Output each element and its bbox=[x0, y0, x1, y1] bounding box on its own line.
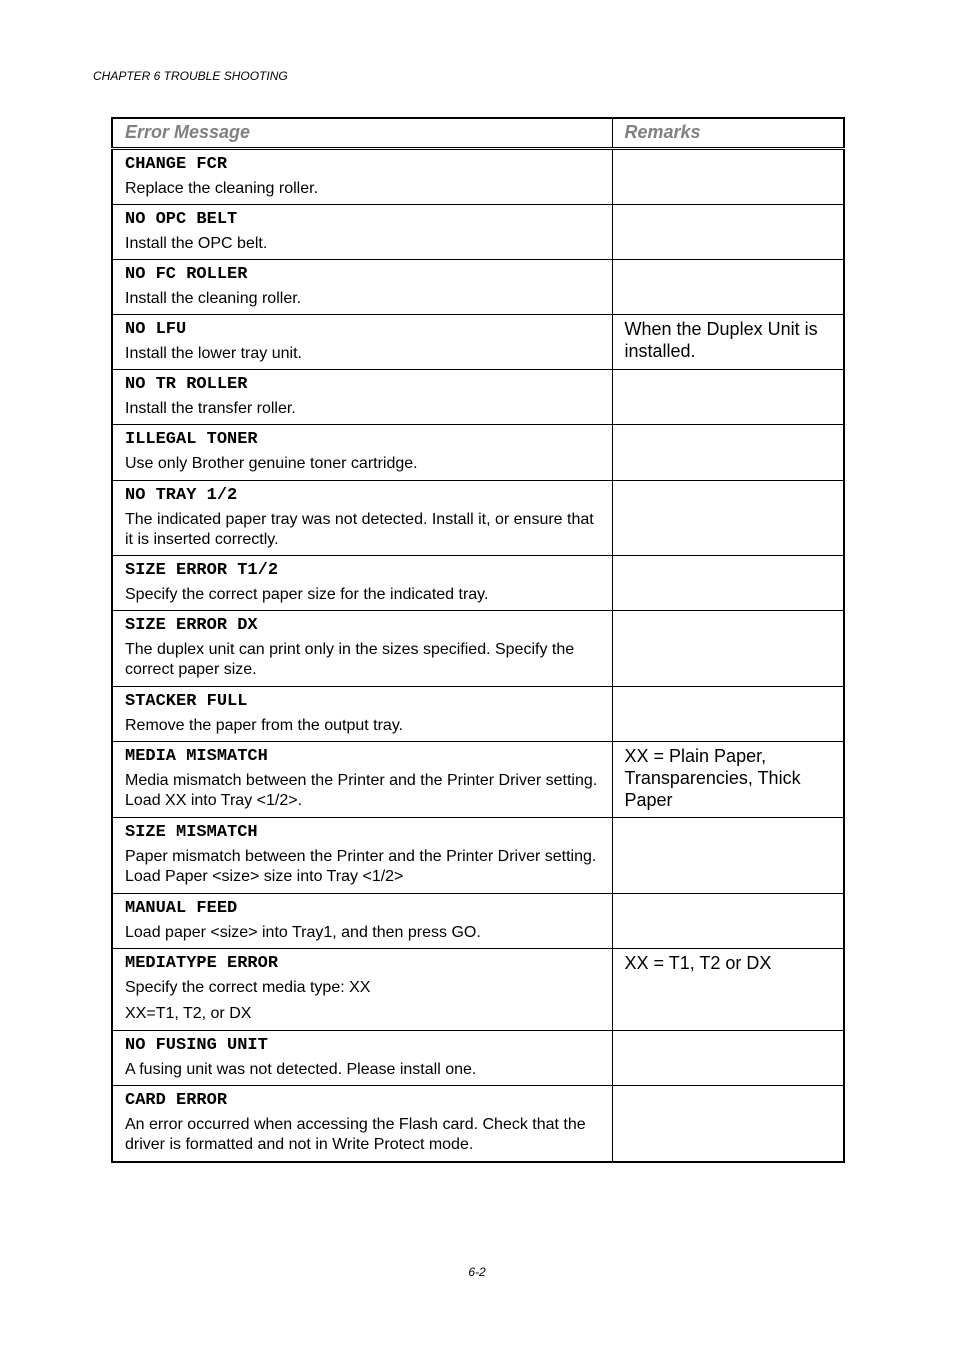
remarks-cell bbox=[612, 204, 844, 259]
error-message-cell bbox=[112, 424, 612, 480]
table-row bbox=[112, 480, 844, 555]
error-message-cell bbox=[112, 893, 612, 948]
table-row bbox=[112, 1030, 844, 1085]
remarks-cell bbox=[612, 741, 844, 817]
error-code: NO TRAY 1/2 bbox=[125, 485, 238, 505]
remarks-cell bbox=[612, 369, 844, 424]
error-description: Load paper <size> into Tray1, and then press GO. bbox=[125, 923, 481, 941]
table-row bbox=[112, 424, 844, 480]
page-number: 6-2 bbox=[468, 1265, 486, 1279]
error-description: Install the lower tray unit. bbox=[125, 344, 302, 362]
error-message-cell bbox=[112, 686, 612, 741]
error-code: NO LFU bbox=[125, 319, 187, 339]
error-description: Remove the paper from the output tray. bbox=[125, 716, 404, 734]
column-header-error-message: Error Message bbox=[112, 118, 612, 148]
remarks-cell bbox=[612, 480, 844, 555]
remarks-cell bbox=[612, 817, 844, 893]
remarks-cell bbox=[612, 948, 844, 1030]
error-message-cell bbox=[112, 610, 612, 686]
error-message-cell bbox=[112, 1030, 612, 1085]
error-code: CARD ERROR bbox=[125, 1090, 228, 1110]
error-message-cell bbox=[112, 741, 612, 817]
error-code: NO FC ROLLER bbox=[125, 264, 248, 284]
table-row bbox=[112, 259, 844, 314]
error-description: Media mismatch between the Printer and the Printer Driver setting. Load XX into Tray <1/2>. bbox=[125, 771, 598, 809]
error-message-cell bbox=[112, 369, 612, 424]
error-code: NO OPC BELT bbox=[125, 209, 238, 229]
error-code: SIZE ERROR DX bbox=[125, 615, 258, 635]
error-code: SIZE MISMATCH bbox=[125, 822, 258, 842]
error-message-cell bbox=[112, 817, 612, 893]
remarks-cell bbox=[612, 610, 844, 686]
error-code: CHANGE FCR bbox=[125, 154, 228, 174]
table-body bbox=[112, 148, 844, 1162]
remarks-cell bbox=[612, 555, 844, 610]
error-code: NO FUSING UNIT bbox=[125, 1035, 268, 1055]
error-message-cell bbox=[112, 1085, 612, 1162]
remarks-cell bbox=[612, 259, 844, 314]
table-row bbox=[112, 686, 844, 741]
error-description: XX=T1, T2, or DX bbox=[125, 1004, 252, 1022]
table-header-row bbox=[112, 118, 844, 148]
error-description: Paper mismatch between the Printer and the Printer Driver setting. Load Paper <size> size into Tray <1/2> bbox=[125, 847, 597, 885]
error-description: Replace the cleaning roller. bbox=[125, 179, 319, 197]
error-code: ILLEGAL TONER bbox=[125, 429, 258, 449]
remarks-cell bbox=[612, 893, 844, 948]
table-row bbox=[112, 314, 844, 369]
error-message-cell bbox=[112, 480, 612, 555]
error-description: Use only Brother genuine toner cartridge. bbox=[125, 454, 418, 472]
table-row bbox=[112, 741, 844, 817]
remark-text: XX = T1, T2 or DX bbox=[624, 952, 772, 973]
table-row bbox=[112, 204, 844, 259]
remark-text: XX = Plain Paper, Transparencies, Thick Paper bbox=[624, 745, 801, 810]
table-row bbox=[112, 610, 844, 686]
error-description: Install the transfer roller. bbox=[125, 399, 296, 417]
error-code: MEDIA MISMATCH bbox=[125, 746, 268, 766]
error-description: An error occurred when accessing the Flash card. Check that the driver is formatted and not in Write Protect mode. bbox=[125, 1115, 586, 1153]
remarks-cell bbox=[612, 148, 844, 204]
remarks-cell bbox=[612, 1030, 844, 1085]
remarks-cell bbox=[612, 314, 844, 369]
error-description: Install the cleaning roller. bbox=[125, 289, 302, 307]
error-description: Specify the correct paper size for the indicated tray. bbox=[125, 585, 489, 603]
error-description: The indicated paper tray was not detected. Install it, or ensure that it is inserted correctly. bbox=[125, 510, 594, 548]
error-code: SIZE ERROR T1/2 bbox=[125, 560, 279, 580]
table-row bbox=[112, 555, 844, 610]
error-message-cell bbox=[112, 204, 612, 259]
remark-text: When the Duplex Unit is installed. bbox=[624, 318, 818, 361]
table-row bbox=[112, 948, 844, 1030]
remarks-cell bbox=[612, 424, 844, 480]
column-header-remarks: Remarks bbox=[612, 118, 844, 148]
table-row bbox=[112, 1085, 844, 1162]
table-row bbox=[112, 817, 844, 893]
error-description: The duplex unit can print only in the sizes specified. Specify the correct paper size. bbox=[125, 640, 575, 678]
error-code: MANUAL FEED bbox=[125, 898, 238, 918]
table-row bbox=[112, 148, 844, 204]
table-row bbox=[112, 893, 844, 948]
error-description: A fusing unit was not detected. Please install one. bbox=[125, 1060, 477, 1078]
table-row bbox=[112, 369, 844, 424]
error-message-cell bbox=[112, 259, 612, 314]
error-description: Install the OPC belt. bbox=[125, 234, 268, 252]
error-message-cell bbox=[112, 148, 612, 204]
error-code: MEDIATYPE ERROR bbox=[125, 953, 279, 973]
error-message-cell bbox=[112, 555, 612, 610]
error-code: NO TR ROLLER bbox=[125, 374, 248, 394]
error-message-cell bbox=[112, 948, 612, 1030]
error-message-cell bbox=[112, 314, 612, 369]
remarks-cell bbox=[612, 686, 844, 741]
remarks-cell bbox=[612, 1085, 844, 1162]
error-description: Specify the correct media type: XX bbox=[125, 978, 371, 996]
error-code: STACKER FULL bbox=[125, 691, 248, 711]
error-message-table bbox=[111, 117, 845, 1163]
running-header: CHAPTER 6 TROUBLE SHOOTING bbox=[93, 69, 288, 83]
